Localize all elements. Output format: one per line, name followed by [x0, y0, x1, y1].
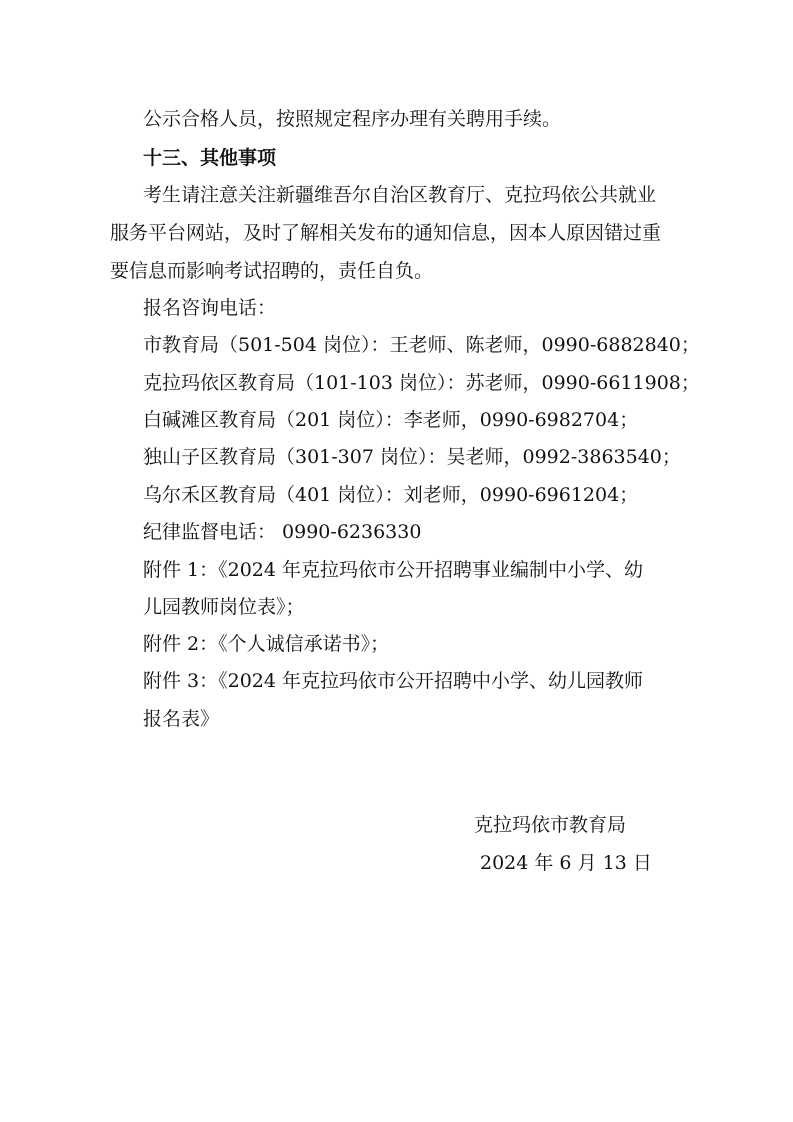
contact-line: 乌尔禾区教育局（401 岗位）：刘老师，0990-6961204；: [143, 484, 639, 506]
supervision-line: 纪律监督电话： 0990-6236330: [143, 521, 422, 543]
paragraph-line: 公示合格人员，按照规定程序办理有关聘用手续。: [143, 108, 562, 130]
section-heading: 十三、其他事项: [143, 147, 277, 169]
paragraph-line: 要信息而影响考试招聘的，责任自负。: [110, 260, 434, 282]
signature-organization: 克拉玛依市教育局: [474, 814, 627, 836]
signature-date: 2024 年 6 月 13 日: [480, 852, 652, 874]
paragraph-line: 服务平台网站，及时了解相关发布的通知信息，因本人原因错过重: [110, 222, 662, 244]
contact-heading: 报名咨询电话：: [143, 297, 277, 319]
contact-line: 市教育局（501-504 岗位）：王老师、陈老师，0990-6882840；: [143, 334, 700, 356]
attachment-line: 附件 2：《个人诚信承诺书》；: [143, 633, 390, 655]
attachment-line: 附件 3：《2024 年克拉玛依市公开招聘中小学、幼儿园教师: [143, 670, 644, 692]
contact-line: 克拉玛依区教育局（101-103 岗位）：苏老师，0990-6611908；: [143, 372, 700, 394]
contact-line: 独山子区教育局（301-307 岗位）：吴老师，0992-3863540；: [143, 446, 681, 468]
paragraph-line: 考生请注意关注新疆维吾尔自治区教育厅、克拉玛依公共就业: [143, 184, 657, 206]
attachment-line: 附件 1：《2024 年克拉玛依市公开招聘事业编制中小学、幼: [143, 559, 644, 581]
contact-line: 白碱滩区教育局（201 岗位）：李老师，0990-6982704；: [143, 409, 639, 431]
attachment-line: 报名表》: [143, 708, 220, 730]
attachment-line: 儿园教师岗位表》；: [143, 596, 305, 618]
